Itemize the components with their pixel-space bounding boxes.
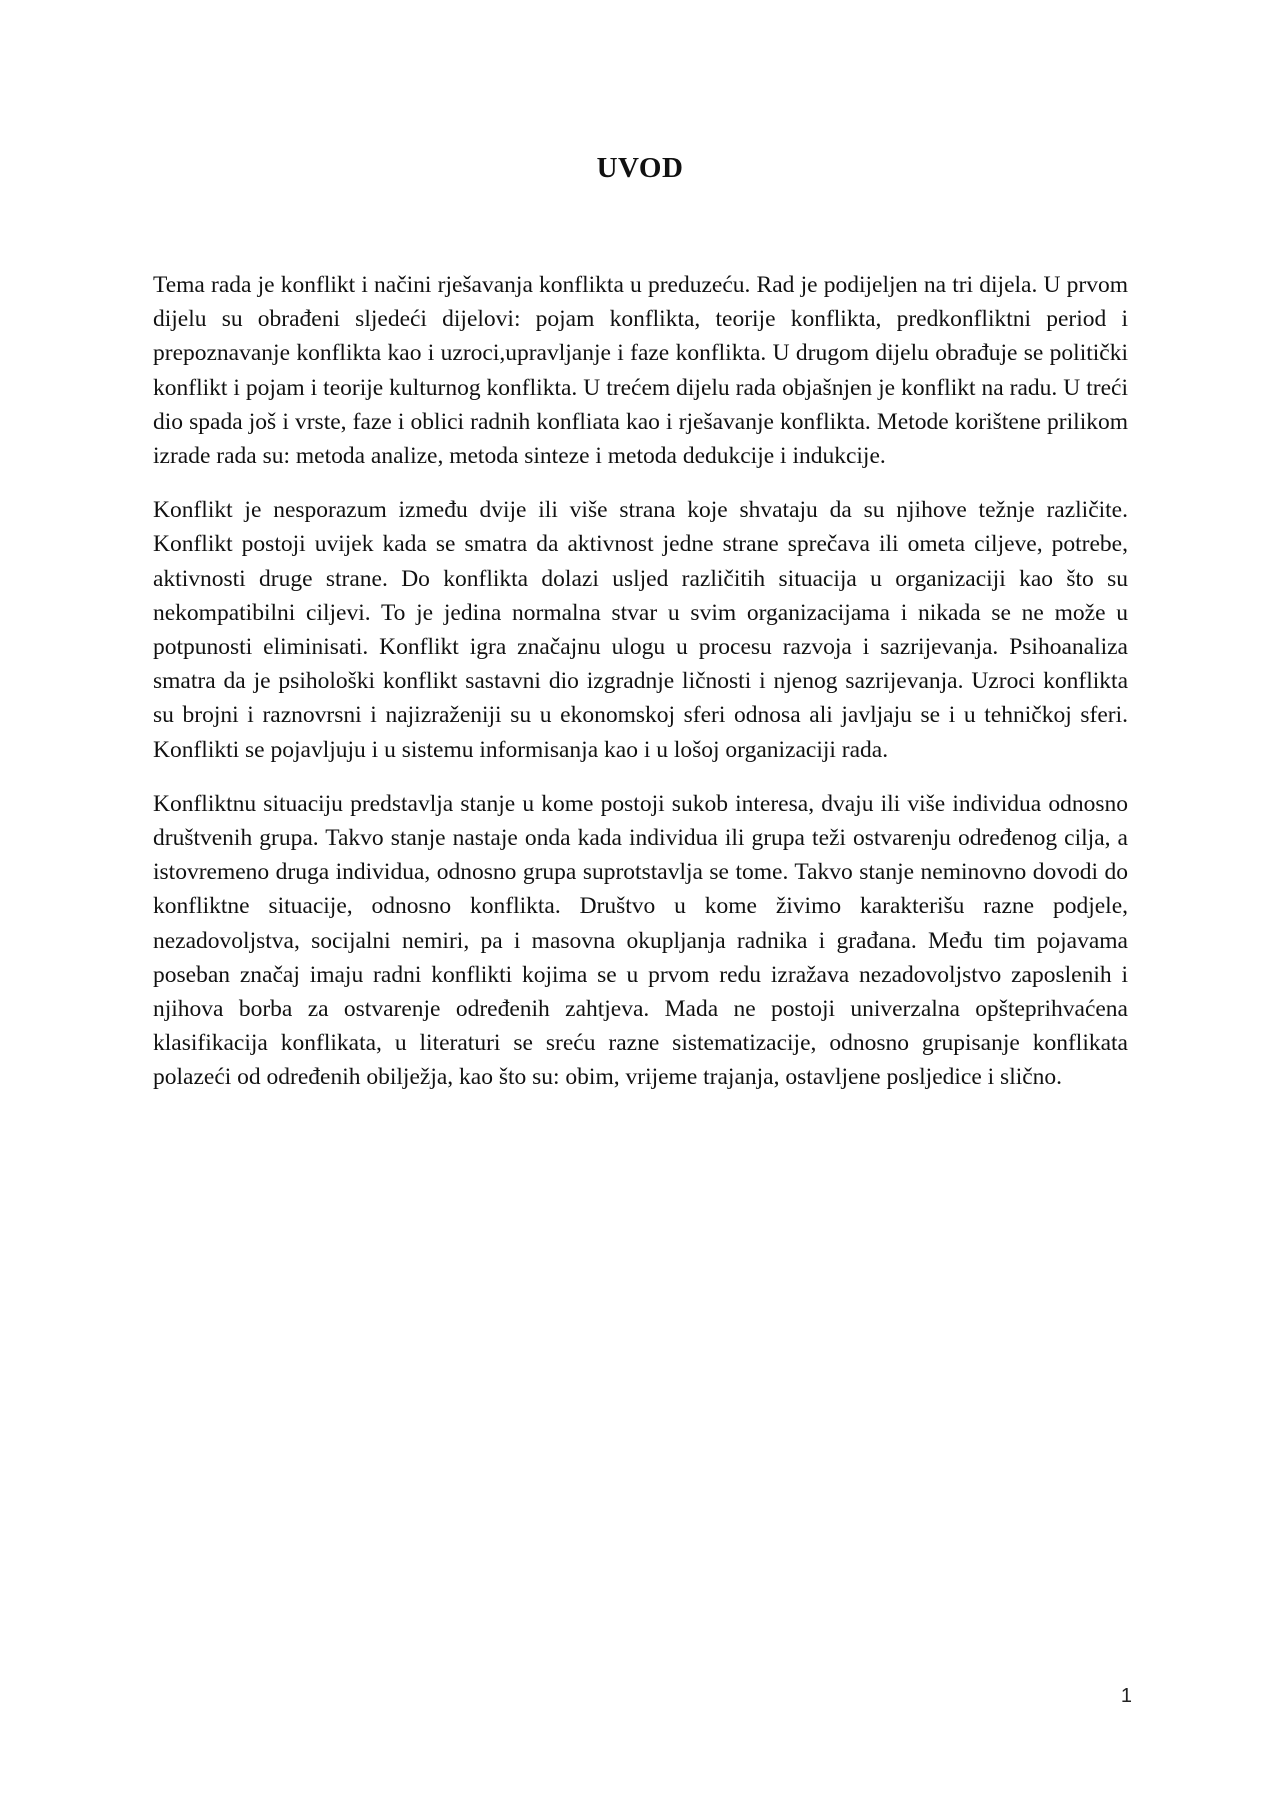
paragraph-3: Konfliktnu situaciju predstavlja stanje u kome postoji sukob interesa, dvaju ili više individua odnosno društvenih grupa. Takvo stanje nastaje onda kada individua ili grupa teži ostvarenju određenog cilja, a istovremeno druga individua, odnosno grupa suprotstavlja se tome. Takvo stanje neminovno dovodi do konfliktne situacije, odnosno konflikta. Društvo u kome živimo karakterišu razne podjele, nezadovoljstva, socijalni nemiri, pa i masovna okupljanja radnika i građana. Među tim pojavama poseban značaj imaju radni konflikti kojima se u prvom redu izražava nezadovoljstvo zaposlenih i njihova borba za ostvarenje određenih zahtjeva. Mada ne postoji univerzalna opšteprihvaćena klasifikacija konflikata, u literaturi se sreću razne sistematizacije, odnosno grupisanje konflikata polazeći od određenih obilježja, kao što su: obim, vrijeme trajanja, ostavljene posljedice i slično. bbox=[153, 790, 1128, 1091]
body-text bbox=[153, 268, 1128, 1115]
page-title: UVOD bbox=[596, 152, 684, 184]
paragraph-1: Tema rada je konflikt i načini rješavanja konflikta u preduzeću. Rad je podijeljen na tri dijela. U prvom dijelu su obrađeni sljedeći dijelovi: pojam konflikta, teorije konflikta, predkonfliktni period i prepoznavanje konflikta kao i uzroci,upravljanje i faze konflikta. U drugom dijelu obrađuje se politički konflikt i pojam i teorije kulturnog konflikta. U trećem dijelu rada objašnjen je konflikt na radu. U treći dio spada još i vrste, faze i oblici radnih konfliata kao i rješavanje konflikta. Metode korištene prilikom izrade rada su: metoda analize, metoda sinteze i metoda dedukcije i indukcije. bbox=[153, 272, 1128, 470]
page-number: 1 bbox=[1120, 1685, 1132, 1707]
paragraph-2: Konflikt je nesporazum između dvije ili više strana koje shvataju da su njihove težnje različite. Konflikt postoji uvijek kada se smatra da aktivnost jedne strane sprečava ili ometa ciljeve, potrebe, aktivnosti druge strane. Do konflikta dolazi usljed različitih situacija u organizaciji kao što su nekompatibilni ciljevi. To je jedina normalna stvar u svim organizacijama i nikada se ne može u potpunosti eliminisati. Konflikt igra značajnu ulogu u procesu razvoja i sazrijevanja. Psihoanaliza smatra da je psihološki konflikt sastavni dio izgradnje ličnosti i njenog sazrijevanja. Uzroci konflikta su brojni i raznovrsni i najizraženiji su u ekonomskoj sferi odnosa ali javljaju se i u tehničkoj sferi. Konflikti se pojavljuju i u sistemu informisanja kao i u lošoj organizaciji rada. bbox=[153, 497, 1128, 763]
